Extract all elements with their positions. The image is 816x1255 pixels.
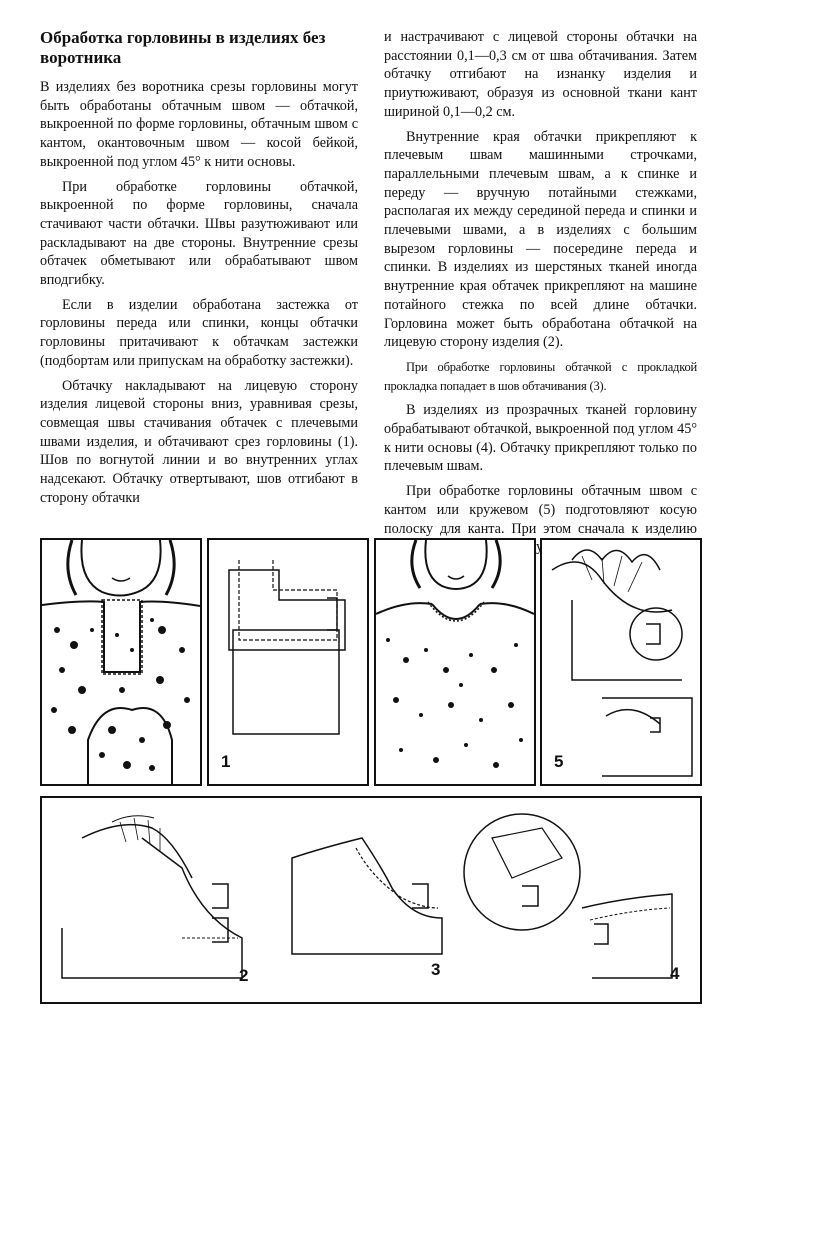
lace-facing-diagram-5 — [542, 540, 700, 784]
paragraph: В изделиях без воротника срезы горловины могут быть обработаны обтачным швом — обтачкой, выкроенной по форме горловины, обтачным швом с кантом, окантовочным швом — косой бейкой, выкроенной под углом 45° к нити основы. — [40, 79, 358, 170]
figure-dress-lace-neck — [374, 538, 536, 786]
paragraph: Если в изделии обработана застежка от горловины переда или спинки, концы обтачки горловины притачивают к обтачкам застежки (подбортам или припускам на обработку застежки). — [40, 296, 358, 369]
paragraph: При обработке горловины обтачным швом с кантом или кружевом (5) подготовляют косую полоску для канта. При этом сначала к изделию — [384, 483, 697, 537]
figure-5 — [540, 538, 702, 786]
figure-3-label: 3 — [431, 960, 441, 979]
figure-1-label: 1 — [221, 752, 231, 771]
figures-2-3-4 — [40, 796, 702, 1004]
dress-illustration — [42, 540, 200, 784]
paragraph: При обработке горловины обтачкой, выкроенной по форме горловины, сначала стачивают части обтачки. Швы разутюживают или раскладывают на две стороны. Внутренние срезы обтачек обметывают или обрабатывают швом вподгибку. — [40, 178, 358, 289]
article-title: Обработка горловины в изделиях без воротника — [40, 28, 326, 67]
right-column — [384, 28, 697, 563]
facing-diagrams-2-4 — [42, 798, 700, 1002]
figure-1 — [207, 538, 369, 786]
paragraph: Обтачку накладывают на лицевую сторону изделия лицевой стороны вниз, уравнивая срезы, совмещая швы стачивания обтачек с плечевыми швами изделия, и обтачивают срез горловины (1). Шов по вогнутой линии и во внутренних углах надсекают. Обтачку отвертывают, шов отгибают в сторону обтачки — [40, 377, 358, 506]
figure-4-label: 4 — [670, 964, 680, 983]
figure-5-label: 5 — [554, 752, 564, 771]
paragraph: и настрачивают с лицевой стороны обтачки на расстоянии 0,1—0,3 см от шва обтачивания. Затем обтачку отгибают на изнанку изделия и приутюживают, образуя из основной ткани кант шириной 0,1—0,2 см. — [384, 29, 697, 120]
facing-diagram-1 — [209, 540, 367, 784]
left-column — [40, 28, 358, 513]
paragraph: В изделиях из прозрачных тканей горловину обрабатывают обтачкой, выкроенной под углом 45° к нити основы (4). Обтачку прикрепляют только по плечевым швам. — [384, 402, 697, 475]
figure-dress-square-neck — [40, 538, 202, 786]
lace-dress-illustration — [376, 540, 534, 784]
figure-2-label: 2 — [239, 966, 249, 985]
paragraph: При обработке горловины обтачкой с прокладкой прокладка попадает в шов обтачивания (3). — [384, 359, 697, 393]
paragraph: Внутренние края обтачки прикрепляют к плечевым швам машинными строчками, параллельными плечевым швам, а к спинке и переду — вручную потайными стежками, располагая их между серединой переда и спинки и плечевыми швами, а в изделиях с большим вырезом горловины — посередине переда и спинки. В изделиях из шерстяных тканей иногда внутренние края обтачек прикрепляют на машине потайного стежка по всей длине обтачки. Горловина может быть обработана обтачкой на лицевую сторону изделия (2). — [384, 128, 697, 351]
